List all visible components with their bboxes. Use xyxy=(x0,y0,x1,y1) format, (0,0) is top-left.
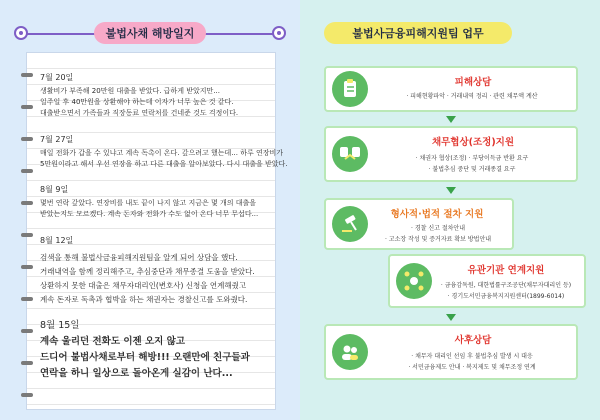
step-title: 피해상담 xyxy=(454,77,492,88)
handshake-icon xyxy=(332,136,368,172)
entry-line: 드디어 불법사채로부터 해방!!! 오랜만에 친구들과 xyxy=(40,352,250,363)
diary-entry xyxy=(40,234,266,307)
diary-entry xyxy=(40,134,288,170)
ring-icon xyxy=(21,233,33,237)
ring-icon xyxy=(21,329,33,333)
step-desc: · 피해현황파악 · 거래내역 정리 · 관련 채무액 계산 xyxy=(406,93,538,100)
clipboard-icon xyxy=(332,71,368,107)
entry-line: 생활비가 부족해 20만원 대출을 받았다. 급하게 받았지만... xyxy=(40,87,220,95)
step-card-legal xyxy=(324,198,514,250)
entry-date: 8월 9일 xyxy=(40,185,69,194)
step-desc: · 고소장 작성 및 증거자료 확보 방법안내 xyxy=(384,236,492,243)
step-card-counseling xyxy=(324,66,578,112)
entry-line: 검색을 통해 불법사금융피해지원팀을 알게 되어 상담을 했다. xyxy=(40,253,238,262)
entry-date: 8월 15일 xyxy=(40,320,80,331)
entry-line: 거래내역을 함께 정리해주고, 추심중단과 채무종결 도움을 받았다. xyxy=(40,267,255,276)
arrow-down-icon xyxy=(446,314,456,321)
diary-title: 불법사채 해방일지 xyxy=(94,22,206,44)
step-desc: · 불법추심 중단 및 거래종결 요구 xyxy=(428,166,516,173)
step-desc: · 금융감독원, 대한법률구조공단(채무자대리인 등) xyxy=(440,282,572,289)
step-card-negotiation xyxy=(324,126,578,182)
entry-date: 8월 12일 xyxy=(40,236,74,245)
entry-line: 대출받으면서 가족들과 직장동료 연락처를 건네준 것도 걱정이다. xyxy=(40,109,239,117)
entry-line: 일주일 후 40만원을 상환해야 하는데 이자가 너무 높은 것 같다. xyxy=(40,98,234,106)
step-desc: · 채권자 협상(조정) · 부당이득금 반환 요구 xyxy=(415,155,529,162)
diary-entry xyxy=(40,72,266,119)
gavel-icon xyxy=(332,206,368,242)
step-title: 유관기관 연계지원 xyxy=(467,265,545,276)
entry-date: 7월 20일 xyxy=(40,73,74,82)
pin-icon-left xyxy=(14,26,28,40)
step-title: 채무협상(조정)지원 xyxy=(431,137,515,148)
entry-line: 5만원이라고 해서 우선 연장을 하고 다른 대출을 알아보았다. 다시 대출을 받았다. xyxy=(40,160,288,168)
services-panel xyxy=(300,0,600,420)
entry-line: 상환하지 못한 대출은 채무자대리인(변호사) 신청을 연계해줬고 xyxy=(40,281,247,290)
step-desc: · 채무자 대리인 선임 후 불법추심 발생 시 대응 xyxy=(411,353,533,360)
arrow-down-icon xyxy=(446,116,456,123)
step-desc: · 경기도서민금융복지지원센터(1899-6014) xyxy=(447,293,565,300)
services-title: 불법사금융피해지원팀 업무 xyxy=(324,22,512,44)
ring-icon xyxy=(21,73,33,77)
entry-line: 연락을 하니 일상으로 돌아온게 실감이 난다... xyxy=(40,368,233,379)
step-title: 사후상담 xyxy=(454,335,492,346)
step-title: 형사적·법적 절차 지원 xyxy=(390,209,484,220)
entry-date: 7월 27일 xyxy=(40,135,74,144)
ring-icon xyxy=(21,137,33,141)
entry-line: 매일 전화가 갑을 수 있냐고 계속 독촉이 온다. 갚으려고 했는데... 하루 연장비가 xyxy=(40,149,283,157)
entry-line: 계속 돈자로 독촉과 협박을 하는 채권자는 경찰신고를 도와줬다. xyxy=(40,295,248,304)
ring-icon xyxy=(21,361,33,365)
ring-icon xyxy=(21,265,33,269)
consult-icon xyxy=(332,334,368,370)
step-card-linkage xyxy=(388,254,586,308)
step-desc: · 서민금융제도 안내 · 복지제도 및 채무조정 연계 xyxy=(408,364,536,371)
entry-line: 받았는지도 모르겠다. 계속 돈자와 전화가 수도 없이 온다 너무 무섭다... xyxy=(40,210,259,218)
ring-icon xyxy=(21,297,33,301)
entry-line: 몇번 연락 갚았다. 연장비를 내도 끝이 나지 않고 지금은 몇 개의 대출을 xyxy=(40,199,257,207)
ring-icon xyxy=(21,169,33,173)
entry-line: 계속 울리던 전화도 이젠 오지 않고 xyxy=(40,336,186,347)
ring-icon xyxy=(21,201,33,205)
diary-entry xyxy=(40,184,266,220)
step-desc: · 경찰 신고 절차안내 xyxy=(411,225,465,232)
diary-entry xyxy=(40,320,266,382)
arrow-down-icon xyxy=(446,187,456,194)
network-icon xyxy=(396,263,432,299)
step-card-aftercare xyxy=(324,324,578,380)
ring-icon xyxy=(21,105,33,109)
pin-icon-right xyxy=(272,26,286,40)
ring-icon xyxy=(21,393,33,397)
